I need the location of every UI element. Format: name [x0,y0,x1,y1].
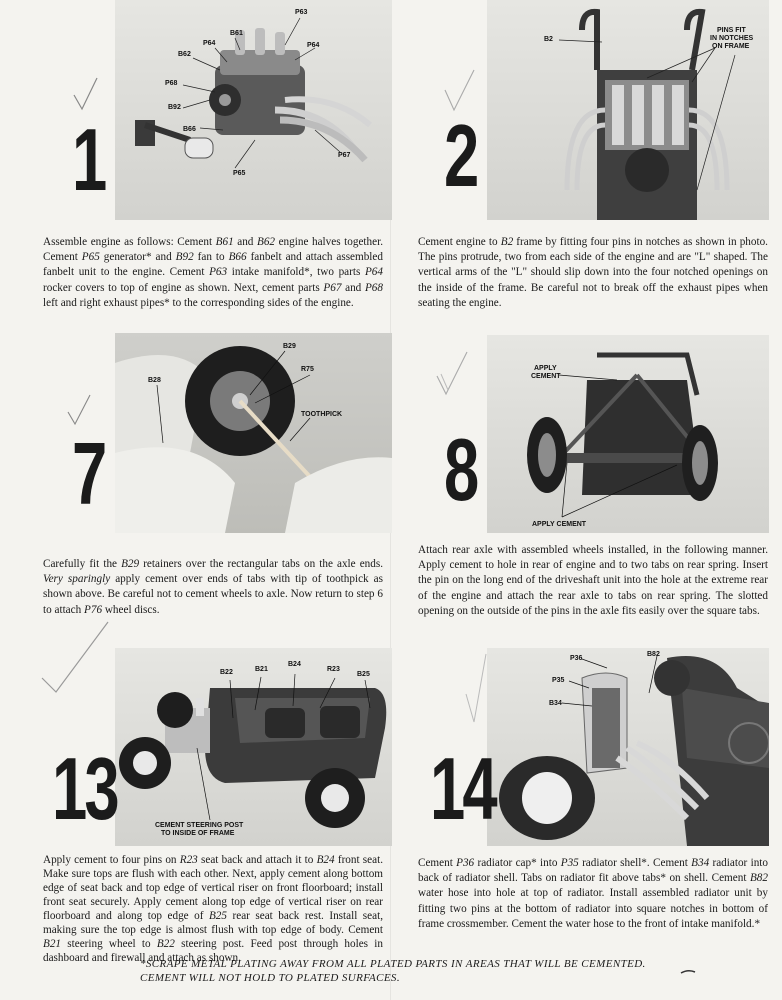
part-label: P68 [165,80,178,87]
step-number: 7 [72,424,105,523]
callout-label: IN NOTCHES [710,35,754,42]
plating-footnote: *SCRAPE METAL PLATING AWAY FROM ALL PLATED PARTS IN AREAS THAT WILL BE CEMENTED. CEMENT WILL NOT HOLD TO PLATED SURFACES. [140,958,646,984]
rear-axle-illustration [487,335,769,533]
callout-label: CEMENT [531,373,561,380]
part-label: B61 [230,30,243,37]
part-label: P64 [307,42,320,49]
step-number: 14 [430,739,495,838]
part-label: P65 [233,170,246,177]
part-label: B82 [647,651,660,658]
part-label: P63 [295,9,308,16]
check-mark-icon [70,75,100,115]
part-label: B29 [283,343,296,350]
part-label: B24 [288,661,301,668]
check-mark-icon [36,618,116,698]
step-description: Apply cement to four pins on R23 seat back and attach it to B24 front seat. Make sure tops are flush with each other. Next, apply cement along bottom edge of seat back and top edge of vertical riser on front floorboard; install front seat securely. Apply cement along top edge of vertical riser on rear floorboard and along top edge of B25 rear seat back rest. Install seat, making sure the top edge is almost flush with top edge of body. Cement B21 steering wheel to B22 steering post. Feed post through holes in dashboard and firewall and attach as shown. [43,854,383,964]
part-label: B25 [357,671,370,678]
part-label: B22 [220,669,233,676]
part-label: B62 [178,51,191,58]
callout-label: TO INSIDE OF FRAME [161,830,235,837]
step-description: Carefully fit the B29 retainers over the rectangular tabs on the axle ends. Very sparingly apply cement over ends of tabs with tip of toothpick as shown above. Be careful not to cement wheels to axle. Now return to step 6 to attach P76 wheel discs. [43,558,383,616]
step-number: 13 [52,739,117,838]
part-label: TOOTHPICK [301,411,343,418]
step-description: Cement engine to B2 frame by fitting four pins in notches as shown in photo. The pins protrude, two from each side of the engine and are "L" shaped. The vertical arms of the "L" should slip down into the four notched openings on the inside of the frame. Be careful not to break off the exhaust pipes when seating the engine. [418,236,768,309]
part-label: B28 [148,377,161,384]
step-description: Cement P36 radiator cap* into P35 radiator shell*. Cement B34 radiator into back of radiator shell. Tabs on radiator fit above tabs* on shell. Cement B82 water hose into hole at top of radiator. Install assembled radiator unit by fitting two pins at the bottom of radiator into square notches in bottom of frame crossmember. Cement the water hose to the front of intake manifold.* [418,857,768,930]
part-label: B2 [544,36,553,43]
part-label: B92 [168,104,181,111]
step-14-photo [487,648,769,846]
body-and-seats-illustration [115,648,392,846]
check-mark-icon [64,392,94,428]
step-1-photo [115,0,392,220]
part-label: R75 [301,366,314,373]
check-mark-icon [432,348,472,400]
callout-label: ON FRAME [712,43,750,50]
part-label: B34 [549,700,562,707]
wheel-with-toothpick-illustration [115,333,392,533]
part-label: R23 [327,666,340,673]
callout-label: PINS FIT [717,27,746,34]
part-label: P67 [338,152,351,159]
callout-label: CEMENT STEERING POST [155,822,244,829]
engine-assembly-illustration [115,0,392,220]
callout-label: APPLY [534,365,557,372]
step-description: Attach rear axle with assembled wheels installed, in the following manner. Apply cement to hole in rear of engine and to two tabs on rear spring. Insert the pin on the long end of the driveshaft unit into the hole at the extreme rear of the engine and attach the rear axle to tabs on rear spring. The slotted opening on the outside of the pins in the axle fits easily over the square tabs. [418,544,768,617]
step-8-photo [487,335,769,533]
step-description: Assemble engine as follows: Cement B61 and B62 engine halves together. Cement P65 generator* and B92 fan to B66 fanbelt and attach assembled fanbelt unit to the engine. Cement P63 intake manifold*, two parts P64 rocker covers to top of engine as shown. Next, cement parts P67 and P68 left and right exhaust pipes* to the corresponding sides of the engine. [43,236,383,309]
step-number: 2 [444,106,477,205]
part-label: P36 [570,655,583,662]
radiator-assembly-illustration [487,648,769,846]
step-number: 8 [444,420,477,519]
step-7-photo [115,333,392,533]
part-label: B66 [183,126,196,133]
part-label: P64 [203,40,216,47]
callout-label: APPLY CEMENT [532,521,587,528]
part-label: B21 [255,666,268,673]
step-13-photo [115,648,392,846]
step-number: 1 [72,110,105,209]
part-label: P35 [552,677,565,684]
step-2-photo [487,0,769,220]
ink-mark [680,968,696,976]
